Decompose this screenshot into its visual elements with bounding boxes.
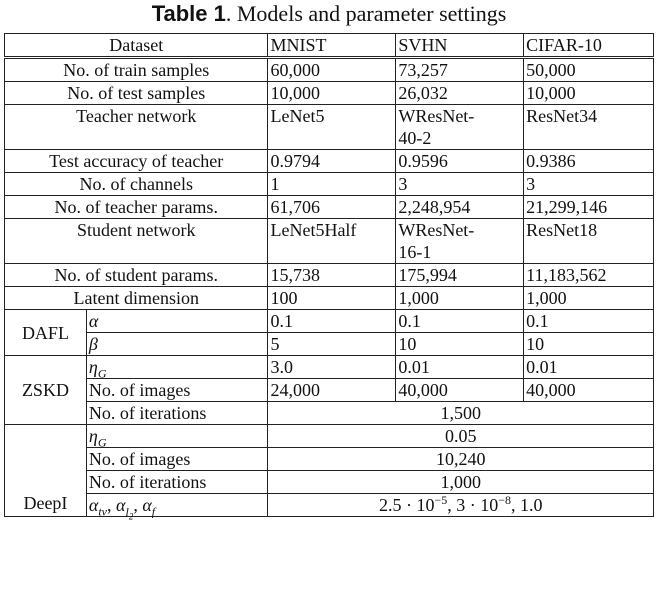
cell-cifar: 10,000	[524, 82, 654, 105]
header-svhn: SVHN	[396, 34, 524, 58]
param-images: No. of images	[86, 448, 268, 471]
table-row	[5, 379, 654, 402]
row-label: No. of teacher params.	[5, 196, 268, 219]
cell-cifar: 50,000	[524, 58, 654, 82]
cell-svhn: 40,000	[396, 379, 524, 402]
cell-mnist: 24,000	[268, 379, 396, 402]
table-row	[5, 287, 654, 310]
cell-cifar: 10	[524, 333, 654, 356]
cell-cifar: 1,000	[524, 287, 654, 310]
cell-mnist: 0.1	[268, 310, 396, 333]
table-row	[5, 494, 654, 517]
cell-mnist: LeNet5Half	[268, 219, 396, 264]
cell-mnist: 61,706	[268, 196, 396, 219]
eta-symbol: η	[88, 357, 98, 377]
cell-cifar: 0.1	[524, 310, 654, 333]
cell-svhn: 10	[396, 333, 524, 356]
table-row	[5, 264, 654, 287]
cell-cifar: ResNet34	[524, 105, 654, 150]
caption-text: . Models and parameter settings	[225, 1, 507, 26]
cell-svhn: 73,257	[396, 58, 524, 82]
alpha-value-a: 2.5 · 10	[378, 495, 435, 515]
table-row	[5, 402, 654, 425]
row-label: No. of channels	[5, 173, 268, 196]
table-row	[5, 333, 654, 356]
header-row	[5, 34, 654, 58]
cell-mnist: 1	[268, 173, 396, 196]
table-row	[5, 356, 654, 379]
cell-svhn-line2: 40-2	[398, 128, 432, 148]
cell-svhn: 0.9596	[396, 150, 524, 173]
cell-cifar: 40,000	[524, 379, 654, 402]
row-label: Test accuracy of teacher	[5, 150, 268, 173]
param-iterations: No. of iterations	[86, 402, 268, 425]
param-eta	[86, 425, 268, 448]
table-row	[5, 310, 654, 333]
cell-cifar: ResNet18	[524, 219, 654, 264]
cell-svhn-line1: WResNet-	[398, 106, 475, 126]
row-label: Latent dimension	[5, 287, 268, 310]
cell-cifar: 11,183,562	[524, 264, 654, 287]
cell-mnist: 100	[268, 287, 396, 310]
param-alphas: $\alpha_{tv}$, $\alpha_{l_2}$, $\alpha_f$	[86, 494, 268, 517]
cell-mnist: 10,000	[268, 82, 396, 105]
cell-svhn: 0.1	[396, 310, 524, 333]
header-mnist: MNIST	[268, 34, 396, 58]
cell-merged	[268, 494, 654, 517]
header-cifar: CIFAR-10	[524, 34, 654, 58]
cell-mnist: 60,000	[268, 58, 396, 82]
alpha-exp-a: −5	[434, 493, 448, 507]
cell-svhn: 2,248,954	[396, 196, 524, 219]
group-zskd: ZSKD	[5, 356, 87, 425]
settings-table	[4, 33, 654, 521]
cell-svhn: 1,000	[396, 287, 524, 310]
table-row	[5, 82, 654, 105]
param-alpha	[86, 310, 268, 333]
cell-svhn-line1: WResNet-	[398, 220, 475, 240]
group-deepi: DeepI	[5, 425, 87, 517]
cell-cifar: 0.9386	[524, 150, 654, 173]
alpha-value-c: , 1.0	[511, 495, 543, 515]
row-label: Teacher network	[5, 105, 268, 150]
alpha-value-b: 3 · 10	[456, 495, 499, 515]
table-row	[5, 425, 654, 448]
table-row	[5, 173, 654, 196]
cell-svhn: 0.01	[396, 356, 524, 379]
table-row	[5, 58, 654, 82]
cell-merged: 0.05	[268, 425, 654, 448]
cell-mnist: LeNet5	[268, 105, 396, 150]
cell-svhn: 3	[396, 173, 524, 196]
param-beta	[86, 333, 268, 356]
header-dataset: Dataset	[5, 34, 268, 58]
cell-svhn: 26,032	[396, 82, 524, 105]
table-caption	[0, 0, 658, 28]
eta-symbol: η	[88, 426, 98, 446]
table-row	[5, 448, 654, 471]
param-eta	[86, 356, 268, 379]
cell-cifar: 0.01	[524, 356, 654, 379]
cell-cifar: 3	[524, 173, 654, 196]
cell-mnist: 15,738	[268, 264, 396, 287]
cell-svhn	[396, 105, 524, 150]
table-row	[5, 196, 654, 219]
alpha-symbol: α	[88, 311, 99, 331]
row-label: No. of test samples	[5, 82, 268, 105]
table-row	[5, 150, 654, 173]
cell-merged: 1,000	[268, 471, 654, 494]
cell-mnist: 5	[268, 333, 396, 356]
cell-merged: 10,240	[268, 448, 654, 471]
cell-mnist: 3.0	[268, 356, 396, 379]
row-label: No. of train samples	[5, 58, 268, 82]
table-row	[5, 105, 654, 150]
cell-cifar: 21,299,146	[524, 196, 654, 219]
alpha-sep: ,	[447, 495, 457, 515]
eta-subscript: G	[97, 366, 107, 381]
cell-svhn-line2: 16-1	[398, 242, 432, 262]
beta-symbol: β	[88, 334, 98, 354]
row-label: Student network	[5, 219, 268, 264]
cell-merged: 1,500	[268, 402, 654, 425]
eta-subscript: G	[97, 435, 107, 450]
param-images: No. of images	[86, 379, 268, 402]
cell-mnist: 0.9794	[268, 150, 396, 173]
alpha-exp-b: −8	[498, 493, 512, 507]
table-row	[5, 219, 654, 264]
group-dafl: DAFL	[5, 310, 87, 356]
cell-svhn	[396, 219, 524, 264]
table-row	[5, 471, 654, 494]
param-iterations: No. of iterations	[86, 471, 268, 494]
row-label: No. of student params.	[5, 264, 268, 287]
cell-svhn: 175,994	[396, 264, 524, 287]
caption-label: Table 1	[151, 1, 226, 26]
